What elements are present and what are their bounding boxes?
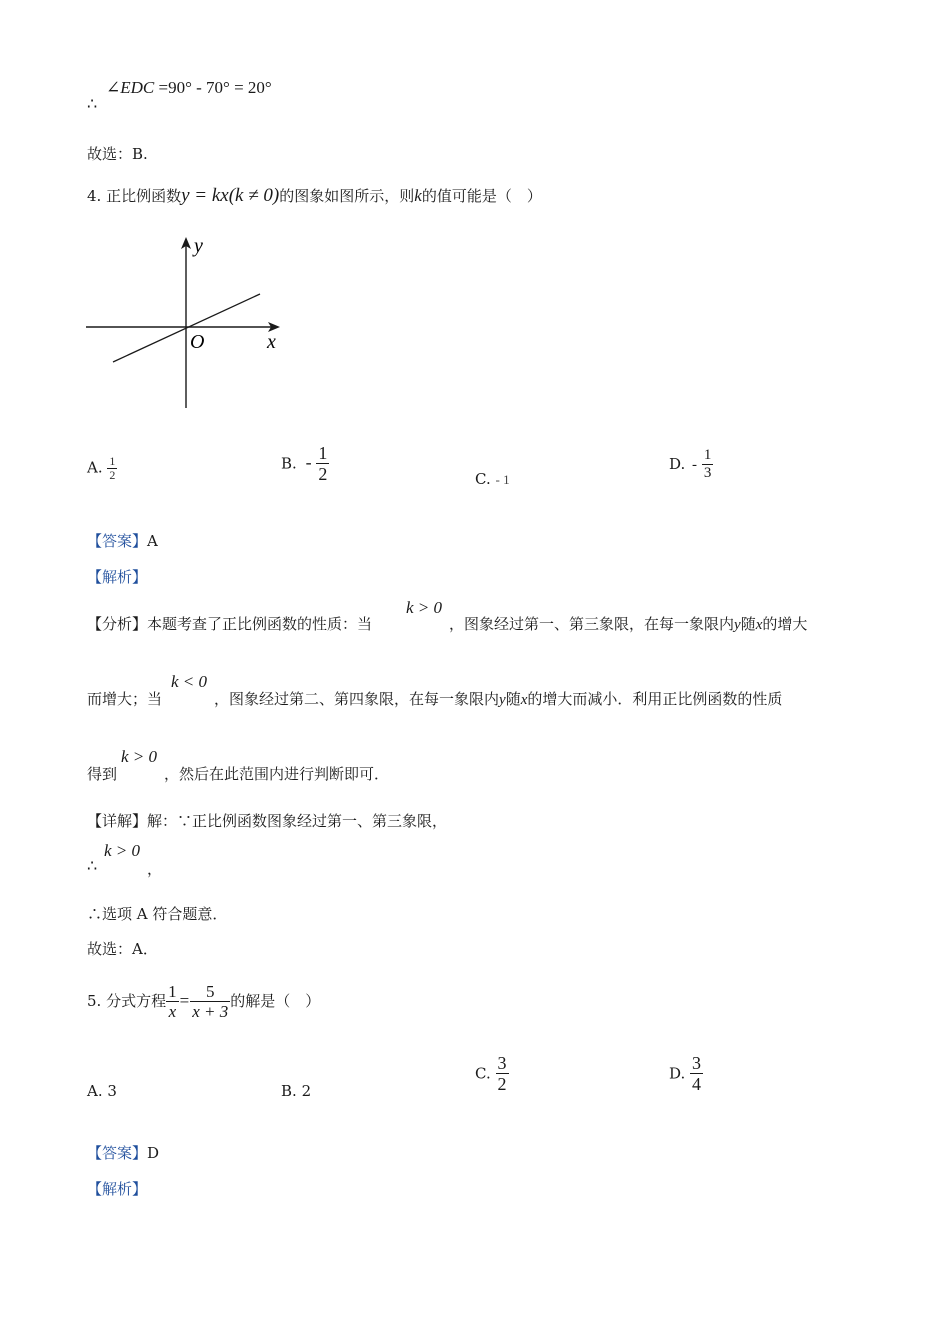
q4-option-d[interactable] — [669, 448, 713, 482]
q4-conclusion: 故选：A． — [87, 940, 158, 958]
analysis-text: ，图象经过第一、第三象限，在每一象限内 — [449, 615, 735, 633]
option-label: D. — [669, 1064, 686, 1083]
option-label: B. — [281, 454, 297, 473]
q5-analysis-tag: 【解析】 — [87, 1180, 148, 1198]
option-label: C. — [475, 470, 491, 488]
cond-k-negative: k < 0 — [171, 672, 208, 691]
q5-equals: = — [179, 991, 190, 1011]
option-label: C. — [475, 1064, 491, 1083]
q4-detail-k-positive: k > 0 — [104, 841, 141, 860]
q5-stem-prefix: 分式方程 — [106, 992, 167, 1011]
q4-option-c[interactable] — [475, 470, 510, 488]
q4-detail-line-1 — [87, 810, 447, 831]
option-fraction: $\frac{3}{4}$ — [692, 1053, 702, 1094]
q4-detail-comma: ， — [147, 860, 163, 878]
q5-stem — [87, 983, 320, 1021]
q4-option-b[interactable] — [281, 444, 329, 485]
option-fraction: $\frac{1}{2}$ — [318, 443, 328, 484]
var-x: x — [520, 692, 528, 708]
q4-detail-therefore: ∴ — [87, 856, 98, 875]
option-value: 3 — [107, 1082, 117, 1100]
q4-answer — [87, 530, 158, 551]
q5-option-a[interactable] — [87, 1082, 117, 1100]
analysis-text: 随 — [505, 690, 521, 708]
angle-equation — [106, 78, 272, 98]
q4-stem — [87, 185, 542, 207]
option-fraction: $\frac{3}{2}$ — [497, 1053, 507, 1094]
q4-analysis-line-3b: ，然后在此范围内进行判断即可． — [164, 765, 390, 783]
analysis-head: 【分析】 — [87, 615, 148, 633]
q5-number: 5. — [87, 992, 102, 1011]
analysis-text: 随 — [740, 615, 756, 633]
detail-head: 【详解】 — [87, 812, 148, 830]
option-value: 2 — [301, 1082, 312, 1100]
q4-analysis-tag: 【解析】 — [87, 568, 148, 586]
option-sign: - — [305, 452, 312, 473]
q5-answer — [87, 1142, 159, 1163]
q4-analysis-line-1 — [87, 613, 372, 634]
origin-label: O — [190, 331, 205, 353]
q4-var-k: k — [414, 186, 422, 205]
option-value: - 1 — [495, 472, 510, 487]
option-label: A. — [87, 458, 103, 477]
option-label: D. — [669, 455, 686, 473]
analysis-text: 的增大而减小．利用正比例函数的性质 — [527, 690, 783, 708]
equation-lhs: ∠EDC — [106, 78, 155, 97]
q5-rhs-fraction: $\frac{5}{x + 3}$ — [192, 982, 229, 1021]
var-x: x — [755, 617, 763, 633]
var-y: y — [734, 617, 741, 633]
q4-detail-line-3: ∴选项 A 符合题意． — [87, 905, 228, 923]
q4-formula: y = kx(k ≠ 0) — [181, 185, 280, 206]
q4-number: 4. — [87, 187, 102, 205]
answer-value: A — [147, 532, 158, 550]
equation-rhs: =90° - 70° = 20° — [158, 78, 272, 97]
option-label: A. — [87, 1082, 103, 1100]
x-axis-label: x — [267, 331, 276, 353]
q4-analysis-line-2: 而增大；当 — [87, 690, 163, 708]
analysis-text: 的增大 — [762, 615, 808, 633]
analysis-text: ，图象经过第二、第四象限，在每一象限内 — [214, 690, 500, 708]
q4-analysis-line-3: 得到 — [87, 765, 118, 783]
q5-lhs-fraction: $\frac{1}{x}$ — [168, 982, 177, 1021]
option-label: B. — [281, 1082, 297, 1100]
y-axis-label: y — [194, 235, 203, 257]
option-sign: - — [692, 457, 698, 473]
detail-text: 解：∵正比例函数图象经过第一、第三象限， — [147, 812, 448, 830]
q4-stem-mid: 的图象如图所示，则 — [279, 187, 415, 205]
cond-k-positive: k > 0 — [406, 598, 443, 617]
answer-tag: 【答案】 — [87, 532, 148, 550]
q4-graph — [84, 232, 294, 414]
analysis-text: 本题考查了正比例函数的性质：当 — [147, 615, 373, 633]
cond-k-positive-2: k > 0 — [121, 747, 158, 766]
q4-option-a[interactable] — [87, 455, 117, 482]
var-y: y — [499, 692, 506, 708]
option-fraction: $\frac{1}{2}$ — [109, 454, 116, 482]
q4-stem-suffix: 的值可能是（ ） — [421, 187, 542, 205]
answer-tag: 【答案】 — [87, 1144, 148, 1162]
answer-value: D — [147, 1144, 160, 1162]
therefore-symbol: ∴ — [87, 94, 98, 113]
q4-analysis-line-2b — [214, 688, 782, 709]
q5-stem-suffix: 的解是（ ） — [230, 992, 321, 1011]
prev-conclusion: 故选：B. — [87, 145, 148, 163]
q4-analysis-line-1b — [449, 613, 807, 634]
q5-option-d[interactable] — [669, 1054, 703, 1095]
q4-stem-prefix: 正比例函数 — [106, 187, 182, 205]
q5-option-c[interactable] — [475, 1054, 509, 1095]
q5-option-b[interactable] — [281, 1082, 311, 1100]
option-fraction: $\frac{1}{3}$ — [703, 447, 712, 481]
